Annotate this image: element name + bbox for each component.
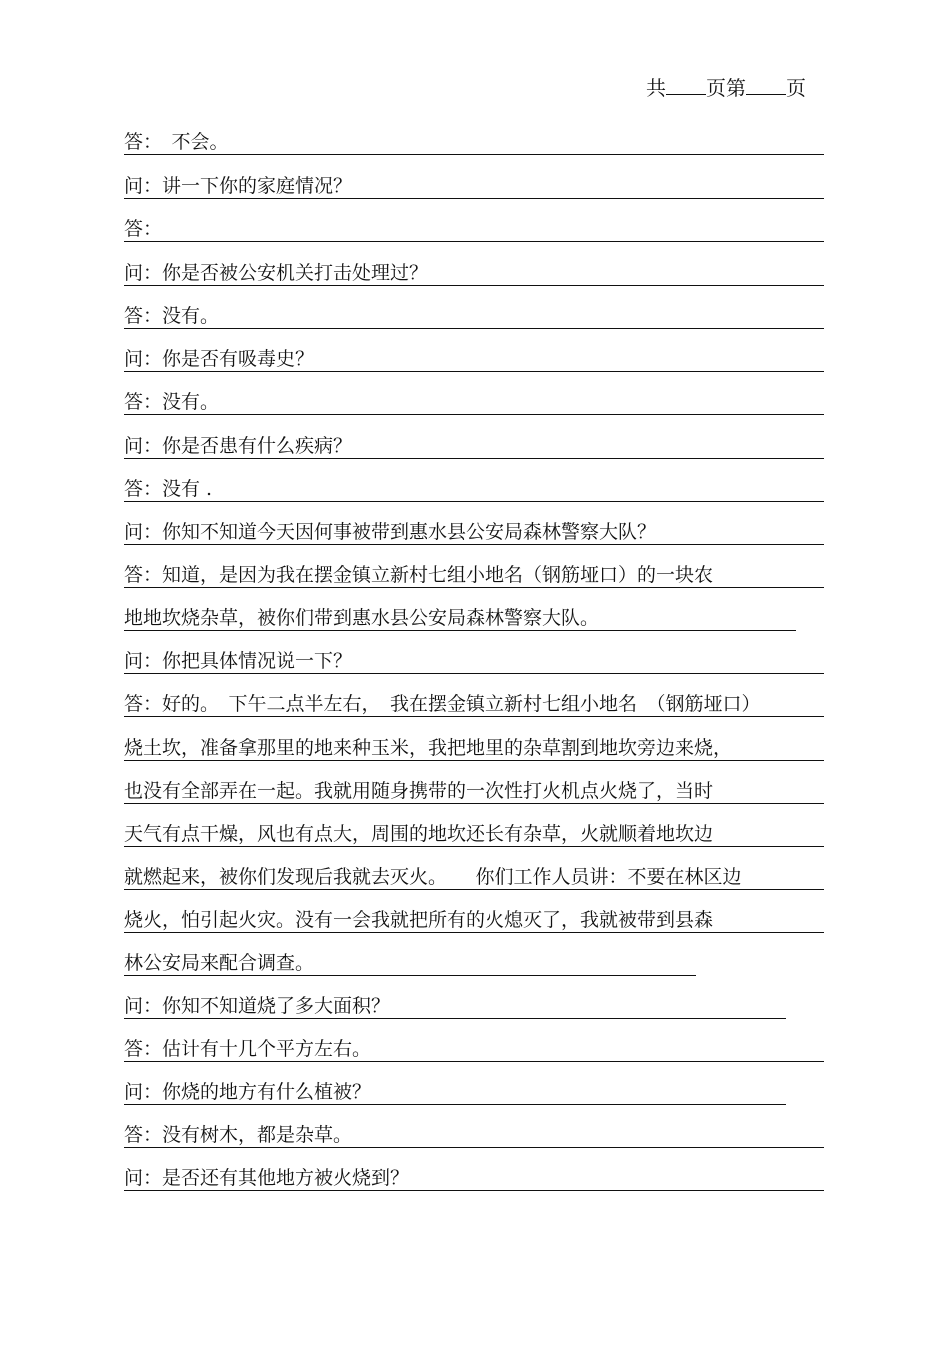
transcript-line-2: 问：讲一下你的家庭情况？ [124,174,824,199]
current-page-blank [746,76,786,95]
transcript-line-16: 也没有全部弄在一起。我就用随身携带的一次性打火机点火烧了，当时 [124,779,824,804]
transcript-line-21: 问：你知不知道烧了多大面积？ [124,994,786,1019]
transcript-line-15: 烧土坎，准备拿那里的地来种玉米，我把地里的杂草割到地坎旁边来烧， [124,736,824,761]
transcript-line-8: 问：你是否患有什么疾病？ [124,434,824,459]
total-pages-blank [666,76,706,95]
header-page-mid-label: 页第 [706,76,746,100]
transcript-line-17: 天气有点干燥，风也有点大，周围的地坎还长有杂草，火就顺着地坎边 [124,822,824,847]
header-page-end-label: 页 [786,76,806,100]
page-number-header [646,72,806,101]
transcript-line-11: 答：知道，是因为我在摆金镇立新村七组小地名（钢筋垭口）的一块农 [124,563,824,588]
transcript-line-12: 地地坎烧杂草，被你们带到惠水县公安局森林警察大队。 [124,606,796,631]
transcript-line-6: 问：你是否有吸毒史？ [124,347,824,372]
transcript-line-14: 答：好的。 下午二点半左右， 我在摆金镇立新村七组小地名 （钢筋垭口） [124,692,824,717]
transcript-line-10: 问：你知不知道今天因何事被带到惠水县公安局森林警察大队？ [124,520,824,545]
transcript-line-20: 林公安局来配合调查。 [124,951,696,976]
transcript-line-1: 答： 不会。 [124,130,824,155]
transcript-line-19: 烧火，怕引起火灾。没有一会我就把所有的火熄灭了，我就被带到县森 [124,908,824,933]
transcript-line-18: 就燃起来，被你们发现后我就去灭火。 你们工作人员讲：不要在林区边 [124,865,824,890]
transcript-line-23: 问：你烧的地方有什么植被？ [124,1080,786,1105]
transcript-line-4: 问：你是否被公安机关打击处理过？ [124,261,824,286]
transcript-line-7: 答：没有。 [124,390,824,415]
transcript-line-3: 答： [124,217,824,242]
header-total-label: 共 [646,76,666,100]
transcript-line-5: 答：没有。 [124,304,824,329]
transcript-line-24: 答：没有树木，都是杂草。 [124,1123,824,1148]
transcript-line-22: 答：估计有十几个平方左右。 [124,1037,824,1062]
transcript-line-13: 问：你把具体情况说一下？ [124,649,824,674]
transcript-line-9: 答：没有 . [124,477,824,502]
transcript-line-25: 问：是否还有其他地方被火烧到？ [124,1166,824,1191]
